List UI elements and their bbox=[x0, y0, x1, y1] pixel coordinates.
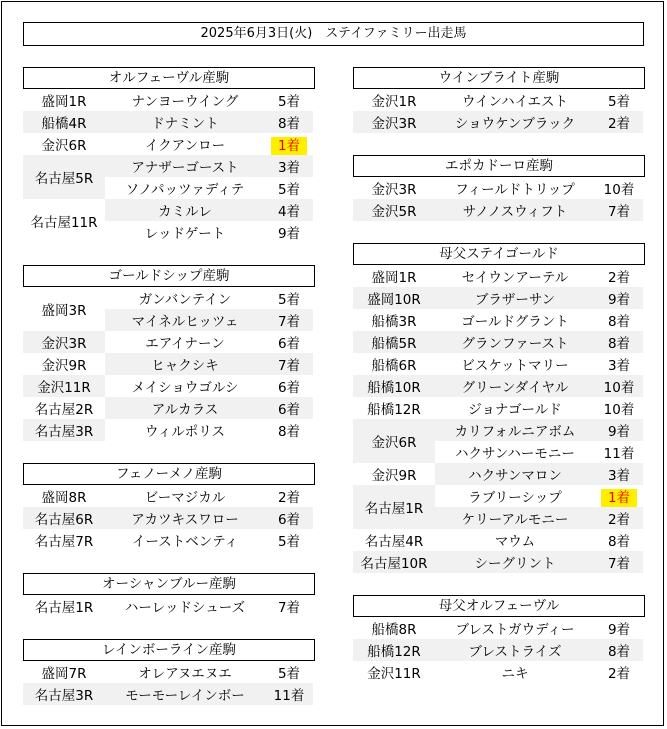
section-title: 母父ステイゴールド bbox=[353, 243, 645, 265]
horse-name-cell: カリフォルニアボム bbox=[435, 419, 595, 441]
race-cell: 船橋10R bbox=[353, 375, 435, 397]
result-cell: 5着 bbox=[607, 94, 631, 110]
race-cell: 名古屋3R bbox=[23, 419, 105, 441]
horse-name-cell: ブレストガウディー bbox=[455, 622, 575, 638]
race-cell: 船橋3R bbox=[371, 314, 417, 330]
horse-name-cell: アナザーゴースト bbox=[105, 155, 265, 177]
horse-name-cell: ハクサンマロン bbox=[435, 463, 595, 485]
section-title: オーシャンブルー産駒 bbox=[23, 573, 315, 595]
race-cell: 名古屋5R bbox=[23, 155, 105, 199]
table-row bbox=[23, 287, 313, 309]
result-cell: 3着 bbox=[607, 358, 631, 374]
horse-name-cell: ラブリーシップ bbox=[468, 490, 562, 506]
result-cell: 8着 bbox=[607, 534, 631, 550]
result-cell: 9着 bbox=[595, 287, 643, 309]
horse-name-cell: ソノパッツァディテ bbox=[125, 182, 245, 198]
sire-section bbox=[23, 639, 315, 705]
horse-name-cell: ショウケンブラック bbox=[435, 111, 595, 133]
result-cell: 10着 bbox=[603, 402, 635, 418]
table-row bbox=[353, 639, 643, 661]
table-row bbox=[23, 353, 313, 375]
race-cell: 名古屋7R bbox=[34, 534, 94, 550]
result-cell: 6着 bbox=[265, 397, 313, 419]
table-row bbox=[353, 375, 643, 397]
section-title: 母父オルフェーヴル bbox=[353, 595, 645, 617]
win-badge: 1着 bbox=[601, 489, 637, 507]
result-cell: 2着 bbox=[277, 490, 301, 506]
winner-result-cell bbox=[265, 133, 313, 155]
table-row bbox=[23, 661, 313, 683]
result-cell: 3着 bbox=[595, 463, 643, 485]
race-cell: 名古屋1R bbox=[353, 485, 435, 529]
horse-name-cell: ヒャクシキ bbox=[105, 353, 265, 375]
horse-name-cell: イーストベンティ bbox=[131, 534, 239, 550]
table-row bbox=[23, 485, 313, 507]
table-row bbox=[353, 331, 643, 353]
horse-name-cell: アカツキスワロー bbox=[105, 507, 265, 529]
table-row bbox=[353, 111, 643, 133]
race-cell: 金沢9R bbox=[41, 358, 87, 374]
result-cell: 6着 bbox=[277, 380, 301, 396]
table-row bbox=[23, 133, 313, 155]
table-row bbox=[23, 331, 313, 353]
race-cell: 名古屋2R bbox=[34, 402, 94, 418]
race-cell: 金沢3R bbox=[23, 331, 105, 353]
section-title: フェノーメノ産駒 bbox=[23, 463, 315, 485]
results-table bbox=[353, 617, 643, 683]
result-cell: 2着 bbox=[607, 666, 631, 682]
horse-name-cell: エアイナーン bbox=[145, 336, 225, 352]
horse-name-cell: ケリーアルモニー bbox=[435, 507, 595, 529]
table-row bbox=[23, 111, 313, 133]
race-cell: 盛岡3R bbox=[41, 303, 87, 319]
horse-name-cell: ハーレッドシューズ bbox=[124, 600, 246, 616]
race-cell: 金沢6R bbox=[41, 138, 87, 154]
result-cell: 7着 bbox=[595, 199, 643, 221]
section-title: エポカドーロ産駒 bbox=[353, 155, 645, 177]
result-cell: 4着 bbox=[265, 199, 313, 221]
result-cell: 7着 bbox=[265, 309, 313, 331]
table-row bbox=[353, 287, 643, 309]
results-table bbox=[23, 89, 313, 243]
horse-name-cell: グランファースト bbox=[435, 331, 595, 353]
table-row bbox=[23, 375, 313, 397]
table-row bbox=[353, 199, 643, 221]
race-cell: 金沢3R bbox=[371, 182, 417, 198]
result-cell: 8着 bbox=[607, 314, 631, 330]
result-cell: 3着 bbox=[265, 155, 313, 177]
table-row bbox=[353, 177, 643, 199]
results-table bbox=[353, 177, 643, 221]
page-title: 2025年6月3日(火) ステイファミリー出走馬 bbox=[23, 22, 644, 46]
result-cell: 9着 bbox=[607, 622, 631, 638]
horse-name-cell: アルカラス bbox=[105, 397, 265, 419]
horse-name-cell: ウィルポリス bbox=[145, 424, 225, 440]
race-cell: 金沢11R bbox=[23, 375, 105, 397]
results-table bbox=[23, 661, 313, 705]
table-row bbox=[353, 397, 643, 419]
race-cell: 船橋8R bbox=[371, 622, 417, 638]
sire-section bbox=[23, 67, 315, 243]
horse-name-cell: イクアンロー bbox=[144, 138, 226, 154]
horse-name-cell: ウインハイエスト bbox=[461, 94, 569, 110]
race-cell: 船橋4R bbox=[23, 111, 105, 133]
race-cell: 盛岡1R bbox=[41, 94, 87, 110]
race-cell: 名古屋4R bbox=[364, 534, 424, 550]
table-row bbox=[23, 507, 313, 529]
result-cell: 8着 bbox=[277, 424, 301, 440]
results-table bbox=[23, 485, 313, 551]
win-badge: 1着 bbox=[271, 137, 307, 155]
race-cell: 金沢3R bbox=[353, 111, 435, 133]
race-cell: 名古屋10R bbox=[353, 551, 435, 573]
race-cell: 船橋6R bbox=[371, 358, 417, 374]
horse-name-cell: モーモーレインボー bbox=[105, 683, 265, 705]
horse-name-cell: レッドゲート bbox=[144, 226, 226, 242]
sire-section bbox=[353, 243, 645, 573]
table-row bbox=[353, 265, 643, 287]
race-cell: 金沢11R bbox=[367, 666, 421, 682]
table-row bbox=[353, 661, 643, 683]
table-row bbox=[23, 419, 313, 441]
table-row bbox=[23, 529, 313, 551]
horse-name-cell: フィールドトリップ bbox=[455, 182, 575, 198]
table-row bbox=[353, 551, 643, 573]
horse-name-cell: グリーンダイヤル bbox=[435, 375, 595, 397]
horse-name-cell: マイネルヒッツェ bbox=[105, 309, 265, 331]
table-row bbox=[23, 155, 313, 177]
race-cell: 金沢1R bbox=[371, 94, 417, 110]
horse-name-cell: ドナミント bbox=[105, 111, 265, 133]
result-cell: 5着 bbox=[277, 534, 301, 550]
race-cell: 船橋5R bbox=[353, 331, 435, 353]
race-cell: 名古屋1R bbox=[34, 600, 94, 616]
result-cell: 11着 bbox=[265, 683, 313, 705]
sire-section bbox=[23, 265, 315, 441]
table-row bbox=[353, 485, 643, 507]
sire-section bbox=[353, 595, 645, 683]
horse-name-cell: マウム bbox=[494, 534, 536, 550]
result-cell: 2着 bbox=[595, 507, 643, 529]
horse-name-cell: ジョナゴールド bbox=[468, 402, 562, 418]
result-cell: 5着 bbox=[277, 94, 301, 110]
sire-section bbox=[353, 67, 645, 133]
table-row bbox=[23, 397, 313, 419]
table-row bbox=[353, 617, 643, 639]
winner-result-cell bbox=[595, 485, 643, 507]
race-cell: 船橋12R bbox=[367, 402, 421, 418]
horse-name-cell: ブレストライズ bbox=[435, 639, 595, 661]
horse-name-cell: オレアヌエヌエ bbox=[138, 666, 232, 682]
table-row bbox=[23, 683, 313, 705]
result-cell: 10着 bbox=[595, 375, 643, 397]
results-table bbox=[23, 287, 313, 441]
result-cell: 11着 bbox=[603, 446, 635, 462]
result-cell: 8着 bbox=[595, 639, 643, 661]
table-row bbox=[353, 463, 643, 485]
horse-name-cell: ニキ bbox=[501, 666, 529, 682]
horse-name-cell: シーグリント bbox=[435, 551, 595, 573]
race-cell: 金沢6R bbox=[353, 419, 435, 463]
section-title: オルフェーヴル産駒 bbox=[23, 67, 315, 89]
table-row bbox=[23, 595, 313, 617]
right-column bbox=[353, 67, 645, 683]
result-cell: 8着 bbox=[595, 331, 643, 353]
result-cell: 2着 bbox=[607, 270, 631, 286]
race-cell: 名古屋11R bbox=[30, 215, 98, 231]
horse-name-cell: サノノスウィフト bbox=[435, 199, 595, 221]
table-row bbox=[353, 89, 643, 111]
result-cell: 5着 bbox=[277, 182, 301, 198]
horse-name-cell: メイショウゴルシ bbox=[131, 380, 239, 396]
race-cell: 盛岡1R bbox=[371, 270, 417, 286]
sire-section bbox=[353, 155, 645, 221]
sire-section bbox=[23, 573, 315, 617]
table-row bbox=[353, 529, 643, 551]
result-cell: 9着 bbox=[595, 419, 643, 441]
horse-name-cell: ゴールドグラント bbox=[461, 314, 569, 330]
result-cell: 6着 bbox=[265, 507, 313, 529]
horse-name-cell: セイウンアーテル bbox=[461, 270, 569, 286]
result-cell: 2着 bbox=[595, 111, 643, 133]
section-title: ウインブライト産駒 bbox=[353, 67, 645, 89]
result-cell: 5着 bbox=[277, 666, 301, 682]
horse-name-cell: ガンバンテイン bbox=[138, 292, 232, 308]
table-row bbox=[23, 89, 313, 111]
results-table bbox=[23, 595, 313, 617]
race-cell: 名古屋6R bbox=[23, 507, 105, 529]
table-row bbox=[353, 353, 643, 375]
horse-name-cell: ナンヨーウイング bbox=[131, 94, 239, 110]
table-row bbox=[353, 419, 643, 441]
result-cell: 7着 bbox=[265, 353, 313, 375]
horse-name-cell: ビスケットマリー bbox=[461, 358, 569, 374]
result-cell: 10着 bbox=[603, 182, 635, 198]
horse-name-cell: ビーマジカル bbox=[144, 490, 226, 506]
result-cell: 7着 bbox=[595, 551, 643, 573]
result-cell: 7着 bbox=[277, 600, 301, 616]
left-column bbox=[23, 67, 315, 705]
race-cell: 盛岡8R bbox=[41, 490, 87, 506]
section-title: ゴールドシップ産駒 bbox=[23, 265, 315, 287]
sire-section bbox=[23, 463, 315, 551]
horse-name-cell: カミルレ bbox=[105, 199, 265, 221]
race-cell: 船橋12R bbox=[353, 639, 435, 661]
results-table bbox=[353, 265, 643, 573]
result-cell: 6着 bbox=[277, 336, 301, 352]
results-table bbox=[353, 89, 643, 133]
table-row bbox=[23, 199, 313, 221]
result-cell: 8着 bbox=[265, 111, 313, 133]
horse-name-cell: ハクサンハーモニー bbox=[455, 446, 575, 462]
race-cell: 名古屋3R bbox=[23, 683, 105, 705]
race-cell: 盛岡7R bbox=[41, 666, 87, 682]
section-title: レインボーライン産駒 bbox=[23, 639, 315, 661]
race-cell: 金沢5R bbox=[353, 199, 435, 221]
race-cell: 盛岡10R bbox=[353, 287, 435, 309]
horse-name-cell: ブラザーサン bbox=[435, 287, 595, 309]
race-cell: 金沢9R bbox=[371, 468, 417, 484]
result-cell: 5着 bbox=[277, 292, 301, 308]
table-row bbox=[353, 309, 643, 331]
result-cell: 9着 bbox=[277, 226, 301, 242]
